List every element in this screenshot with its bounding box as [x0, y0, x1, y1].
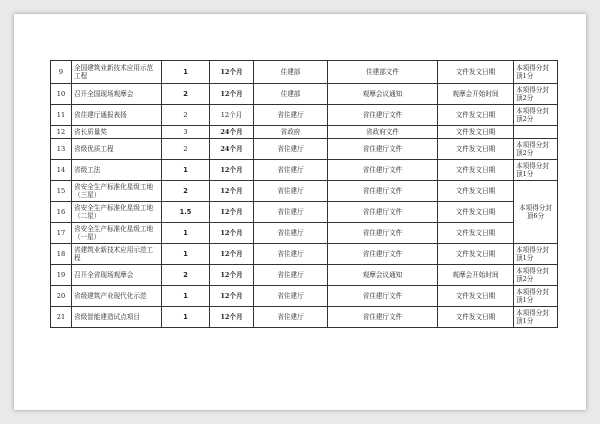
row-number: 14	[51, 160, 72, 181]
issuing-department: 省住建厅	[254, 286, 328, 307]
issuing-department: 省住建厅	[254, 307, 328, 328]
table-row	[51, 84, 558, 105]
item-name: 省级智能建造试点项目	[72, 307, 162, 328]
validity-period: 12个月	[210, 244, 254, 265]
table-row	[51, 160, 558, 181]
score-cap-note: 本项得分封顶1分	[514, 61, 558, 84]
score-value: 2	[162, 84, 210, 105]
score-cap-note: 本项得分封顶2分	[514, 139, 558, 160]
effective-date: 文件发文日期	[438, 160, 514, 181]
effective-date: 文件发文日期	[438, 307, 514, 328]
effective-date: 文件发文日期	[438, 61, 514, 84]
validity-period: 12个月	[210, 286, 254, 307]
score-value: 2	[162, 105, 210, 126]
evidence-document: 省住建厅文件	[328, 160, 438, 181]
issuing-department: 省住建厅	[254, 223, 328, 244]
validity-period: 12个月	[210, 202, 254, 223]
item-name: 省住建厅通报表扬	[72, 105, 162, 126]
table-row	[51, 244, 558, 265]
row-number: 11	[51, 105, 72, 126]
item-name: 省级工法	[72, 160, 162, 181]
table-row	[51, 61, 558, 84]
evidence-document: 省政府文件	[328, 126, 438, 139]
score-cap-note: 本项得分封顶1分	[514, 160, 558, 181]
score-value: 1	[162, 244, 210, 265]
effective-date: 文件发文日期	[438, 181, 514, 202]
issuing-department: 省住建厅	[254, 202, 328, 223]
validity-period: 12个月	[210, 61, 254, 84]
row-number: 9	[51, 61, 72, 84]
effective-date: 文件发文日期	[438, 223, 514, 244]
effective-date: 观摩会开始时间	[438, 84, 514, 105]
table-row	[51, 286, 558, 307]
validity-period: 12个月	[210, 181, 254, 202]
table-row	[51, 265, 558, 286]
table-row	[51, 126, 558, 139]
row-number: 13	[51, 139, 72, 160]
evidence-document: 省住建厅文件	[328, 139, 438, 160]
score-value: 1.5	[162, 202, 210, 223]
row-number: 21	[51, 307, 72, 328]
item-name: 省建筑业新技术应用示范工程	[72, 244, 162, 265]
item-name: 召开全省现场观摩会	[72, 265, 162, 286]
evidence-document: 省住建厅文件	[328, 307, 438, 328]
score-cap-note: 本项得分封顶2分	[514, 84, 558, 105]
effective-date: 文件发文日期	[438, 202, 514, 223]
table-row	[51, 307, 558, 328]
row-number: 10	[51, 84, 72, 105]
score-value: 1	[162, 286, 210, 307]
issuing-department: 省政府	[254, 126, 328, 139]
item-name: 省级建筑产业现代化示范	[72, 286, 162, 307]
effective-date: 文件发文日期	[438, 126, 514, 139]
item-name: 省级优质工程	[72, 139, 162, 160]
issuing-department: 省住建厅	[254, 244, 328, 265]
score-cap-note: 本项得分封顶1分	[514, 307, 558, 328]
item-name: 省安全生产标准化星级工地（三星）	[72, 181, 162, 202]
validity-period: 12个月	[210, 223, 254, 244]
issuing-department: 省住建厅	[254, 265, 328, 286]
effective-date: 文件发文日期	[438, 244, 514, 265]
table-row	[51, 223, 558, 244]
validity-period: 12个月	[210, 84, 254, 105]
table-body	[51, 61, 558, 328]
effective-date: 文件发文日期	[438, 105, 514, 126]
issuing-department: 省住建厅	[254, 105, 328, 126]
item-name: 召开全国现场观摩会	[72, 84, 162, 105]
score-value: 2	[162, 181, 210, 202]
score-cap-note: 本项得分封顶6分	[514, 181, 558, 244]
table-row	[51, 105, 558, 126]
score-value: 1	[162, 160, 210, 181]
evidence-document: 省住建厅文件	[328, 223, 438, 244]
table-row	[51, 181, 558, 202]
validity-period: 12个月	[210, 160, 254, 181]
item-name: 全国建筑业新技术应用示范工程	[72, 61, 162, 84]
score-cap-note: 本项得分封顶1分	[514, 244, 558, 265]
issuing-department: 省住建厅	[254, 160, 328, 181]
validity-period: 24个月	[210, 126, 254, 139]
evidence-document: 观摩会议通知	[328, 265, 438, 286]
scoring-table	[50, 60, 558, 328]
issuing-department: 住建部	[254, 84, 328, 105]
score-value: 1	[162, 61, 210, 84]
evidence-document: 住建部文件	[328, 61, 438, 84]
score-value: 2	[162, 139, 210, 160]
table-row	[51, 202, 558, 223]
item-name: 省安全生产标准化星级工地（一星）	[72, 223, 162, 244]
score-cap-note: 本项得分封顶1分	[514, 286, 558, 307]
effective-date: 观摩会开始时间	[438, 265, 514, 286]
issuing-department: 住建部	[254, 61, 328, 84]
score-value: 2	[162, 265, 210, 286]
effective-date: 文件发文日期	[438, 139, 514, 160]
validity-period: 12个月	[210, 307, 254, 328]
validity-period: 12个月	[210, 105, 254, 126]
score-cap-note: 本项得分封顶2分	[514, 105, 558, 126]
row-number: 19	[51, 265, 72, 286]
evidence-document: 省住建厅文件	[328, 244, 438, 265]
evidence-document: 省住建厅文件	[328, 202, 438, 223]
issuing-department: 省住建厅	[254, 139, 328, 160]
evidence-document: 省住建厅文件	[328, 286, 438, 307]
effective-date: 文件发文日期	[438, 286, 514, 307]
row-number: 16	[51, 202, 72, 223]
item-name: 省长质量奖	[72, 126, 162, 139]
evidence-document: 省住建厅文件	[328, 105, 438, 126]
score-value: 1	[162, 307, 210, 328]
evidence-document: 观摩会议通知	[328, 84, 438, 105]
score-value: 3	[162, 126, 210, 139]
score-value: 1	[162, 223, 210, 244]
table-row	[51, 139, 558, 160]
row-number: 17	[51, 223, 72, 244]
validity-period: 12个月	[210, 265, 254, 286]
issuing-department: 省住建厅	[254, 181, 328, 202]
score-cap-note	[514, 126, 558, 139]
score-cap-note: 本项得分封顶2分	[514, 265, 558, 286]
document-page	[14, 14, 586, 410]
row-number: 18	[51, 244, 72, 265]
evidence-document: 省住建厅文件	[328, 181, 438, 202]
row-number: 12	[51, 126, 72, 139]
row-number: 20	[51, 286, 72, 307]
validity-period: 24个月	[210, 139, 254, 160]
item-name: 省安全生产标准化星级工地（二星）	[72, 202, 162, 223]
row-number: 15	[51, 181, 72, 202]
